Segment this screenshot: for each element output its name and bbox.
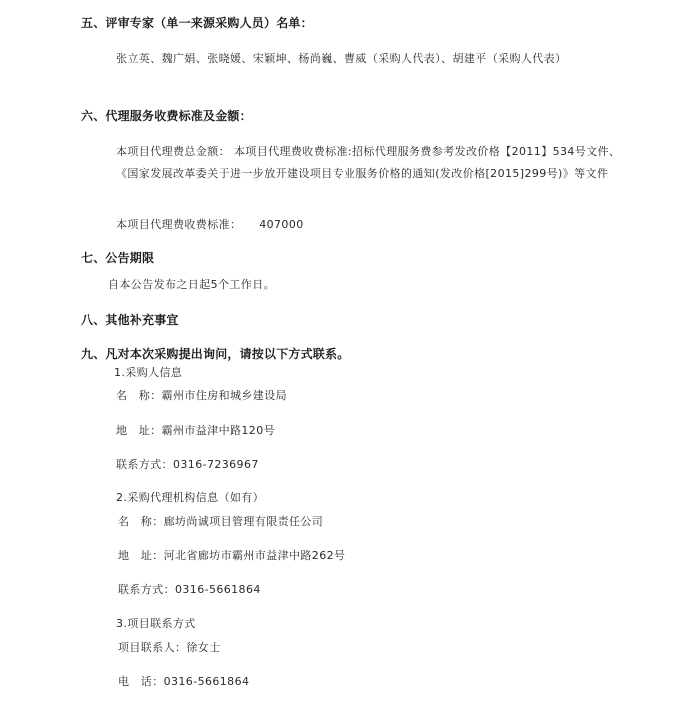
project-contact-title: 3.项目联系方式: [116, 617, 196, 630]
fee-amount-row: [116, 216, 304, 232]
fee-standard-text: 本项目代理费总金额： 本项目代理费收费标准:招标代理服务费参考发改价格【2011】534号文件、《国家发展改革委关于进一步放开建设项目专业服务价格的通知(发改价格[2015]299号)》等文件: [116, 145, 621, 180]
fee-amount-label: 本项目代理费收费标准：: [116, 218, 242, 231]
section-7-heading: 七、公告期限: [81, 251, 155, 265]
fee-amount-value: 407000: [259, 218, 304, 231]
buyer-address-row: [116, 422, 275, 438]
buyer-info-title: 1.采购人信息: [114, 366, 183, 379]
announcement-period: 自本公告发布之日起5个工作日。: [108, 278, 275, 291]
section-5-heading: 五、评审专家（单一来源采购人员）名单：: [81, 16, 313, 30]
project-phone-value: 0316-5661864: [163, 675, 250, 688]
buyer-contact-value: 0316-7236967: [173, 458, 259, 471]
buyer-name-label: 名 称：: [116, 389, 162, 402]
project-phone-row: [118, 673, 249, 689]
buyer-contact-label: 联系方式：: [116, 458, 173, 471]
agency-address-row: [118, 547, 345, 563]
expert-names: 张立英、魏广娟、张晓媛、宋颖坤、杨尚巍、曹威（采购人代表）、胡建平（采购人代表）: [116, 52, 567, 65]
buyer-address-label: 地 址：: [116, 424, 162, 437]
agency-contact-row: [118, 581, 261, 597]
buyer-contact-row: [116, 456, 259, 472]
project-person-row: [118, 639, 221, 655]
agency-info-title: 2.采购代理机构信息（如有）: [116, 491, 265, 504]
section-6-heading: 六、代理服务收费标准及金额：: [81, 109, 252, 123]
project-phone-label: 电 话：: [118, 675, 164, 688]
project-person-value: 徐女士: [186, 641, 221, 654]
section-9-heading: 九、凡对本次采购提出询问，请按以下方式联系。: [81, 347, 350, 361]
section-8-heading: 八、其他补充事宜: [81, 313, 179, 327]
agency-address-label: 地 址：: [118, 549, 164, 562]
buyer-name-value: 霸州市住房和城乡建设局: [161, 389, 288, 402]
agency-name-label: 名 称：: [118, 515, 164, 528]
agency-contact-label: 联系方式：: [118, 583, 175, 596]
buyer-address-value: 霸州市益津中路120号: [161, 424, 276, 437]
buyer-name-row: [116, 387, 287, 403]
agency-contact-value: 0316-5661864: [175, 583, 261, 596]
agency-name-value: 廊坊尚诚项目管理有限责任公司: [163, 515, 324, 528]
agency-address-value: 河北省廊坊市霸州市益津中路262号: [163, 549, 346, 562]
project-person-label: 项目联系人：: [118, 641, 187, 654]
agency-name-row: [118, 513, 323, 529]
